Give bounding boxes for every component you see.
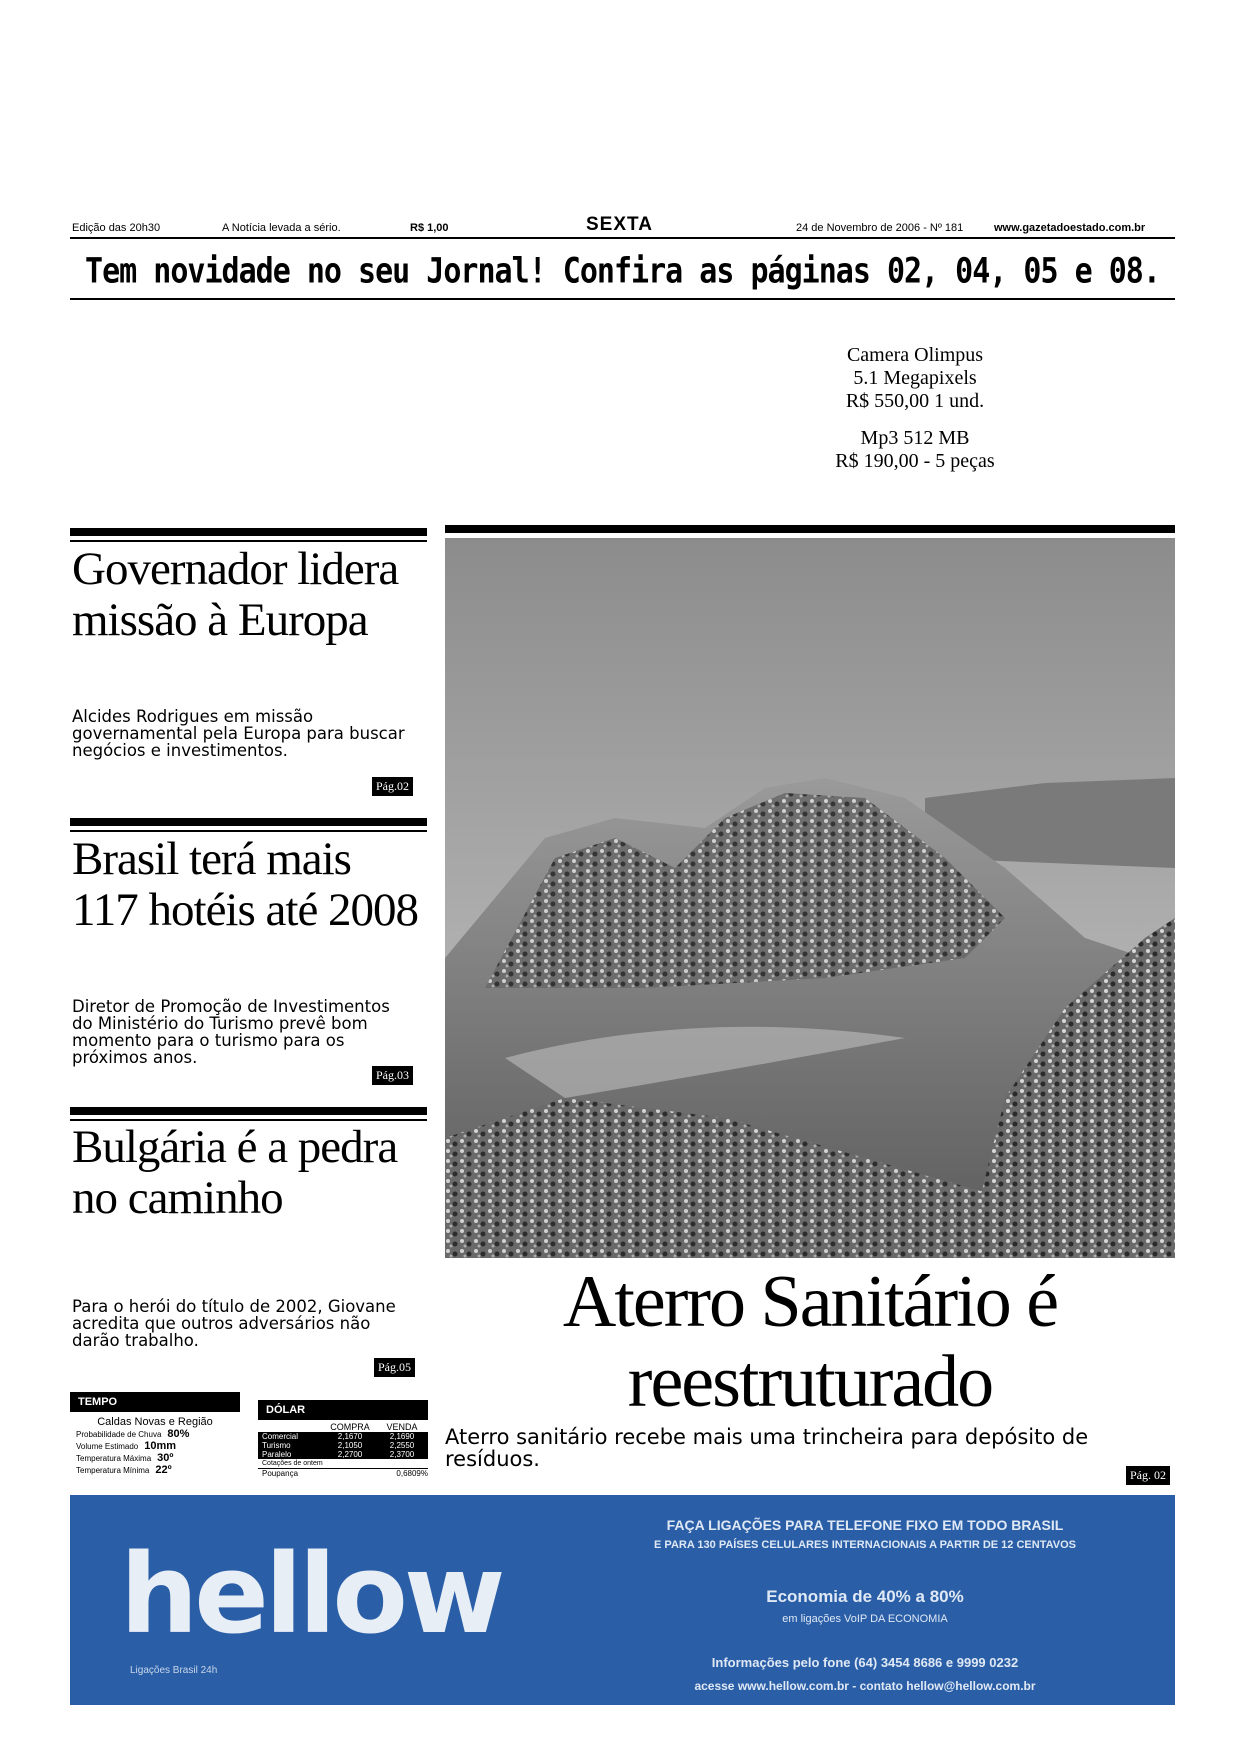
dollar-sell: 2,3700: [389, 1450, 415, 1459]
landfill-photo[interactable]: [445, 538, 1175, 1258]
dollar-row: [258, 1432, 428, 1441]
dollar-sell: 2,2550: [389, 1441, 415, 1450]
story-summary: Para o herói do título de 2002, Giovane acredita que outros adversários não darão trabalho.: [72, 1297, 396, 1350]
announcement-banner: Tem novidade no seu Jornal! Confira as páginas 02, 04, 05 e 08.: [85, 251, 1160, 292]
dollar-label: Paralelo: [262, 1450, 292, 1459]
weather-heading: TEMPO: [70, 1392, 240, 1412]
page-reference[interactable]: Pág.03: [372, 1066, 413, 1085]
dollar-row: [258, 1450, 428, 1459]
dollar-columns: [258, 1422, 428, 1432]
dollar-buy: 2,2700: [337, 1450, 363, 1459]
story-rule: [70, 528, 427, 536]
ad-line: Economia de 40% a 80%: [766, 1587, 964, 1606]
classified-line: R$ 190,00 - 5 peças: [835, 450, 995, 472]
main-headline-line: Aterro Sanitário é: [562, 1261, 1058, 1343]
dollar-sell: 2,1690: [389, 1432, 415, 1441]
edition-label: Edição das 20h30: [72, 222, 161, 234]
dollar-heading: DÓLAR: [258, 1400, 428, 1420]
page-reference[interactable]: Pág.02: [372, 777, 413, 796]
ad-line: E PARA 130 PAÍSES CELULARES INTERNACIONAIS A PARTIR DE 12 CENTAVOS: [654, 1539, 1076, 1551]
story-rule: [70, 1107, 427, 1115]
dollar-col-sell: VENDA: [386, 1422, 418, 1432]
savings-row: [258, 1468, 428, 1478]
story-summary: Diretor de Promoção de Investimentos do Ministério do Turismo prevê bom momento para o turismo para os próximos anos.: [72, 997, 390, 1067]
dollar-rows: [258, 1432, 428, 1459]
story-headline[interactable]: Bulgária é a pedra no caminho: [72, 1121, 398, 1224]
weather-region: Caldas Novas e Região: [97, 1416, 213, 1428]
classified-line: R$ 550,00 1 und.: [845, 390, 985, 412]
savings-label: Poupança: [262, 1469, 299, 1478]
landfill-photo-illustration: [445, 538, 1175, 1258]
weather-row: [76, 1440, 226, 1452]
ad-contact-link[interactable]: acesse www.hellow.com.br - contato hellow@hellow.com.br: [694, 1679, 1036, 1693]
main-summary: Aterro sanitário recebe mais uma trincheira para depósito de resíduos.: [445, 1425, 1089, 1471]
story-rule: [70, 540, 427, 542]
main-headline-line: reestruturado: [627, 1341, 993, 1423]
hellow-logo: hellow: [120, 1530, 502, 1658]
classified-line: Mp3 512 MB: [860, 427, 970, 449]
dollar-row: [258, 1441, 428, 1450]
ad-line: em ligações VoIP DA ECONOMIA: [782, 1613, 948, 1625]
date-and-number: 24 de Novembro de 2006 - Nº 181: [796, 222, 964, 234]
classified-ad: [790, 344, 1040, 473]
weather-label: Probabilidade de Chuva: [76, 1430, 162, 1439]
story-summary: Alcides Rodrigues em missão governamental pela Europa para buscar negócios e investimentos.: [72, 707, 405, 760]
slogan: A Notícia levada a sério.: [222, 222, 341, 234]
header-rule: [70, 237, 1175, 239]
website-link[interactable]: www.gazetadoestado.com.br: [994, 222, 1146, 234]
weekday: SEXTA: [586, 214, 653, 235]
weather-row: [76, 1464, 226, 1476]
ad-line: Informações pelo fone (64) 3454 8686 e 9999 0232: [711, 1655, 1019, 1670]
ad-line: FAÇA LIGAÇÕES PARA TELEFONE FIXO EM TODO BRASIL: [666, 1517, 1064, 1533]
weather-label: Temperatura Máxima: [76, 1454, 152, 1463]
dollar-box: [258, 1400, 428, 1478]
dollar-note: Cotações de ontem: [262, 1460, 323, 1467]
weather-box: [70, 1392, 240, 1476]
story-headline[interactable]: Brasil terá mais 117 hotéis até 2008: [72, 833, 419, 936]
weather-row: [76, 1428, 226, 1440]
story-headline[interactable]: Governador lidera missão à Europa: [72, 543, 399, 646]
ad-tagline: Ligações Brasil 24h: [130, 1665, 218, 1676]
weather-value: 80%: [167, 1428, 190, 1440]
weather-label: Volume Estimado: [76, 1442, 139, 1451]
dollar-buy: 2,1670: [337, 1432, 363, 1441]
weather-row: [76, 1452, 226, 1464]
weather-value: 30º: [157, 1452, 174, 1464]
weather-label: Temperatura Mínima: [76, 1466, 150, 1475]
story-rule: [70, 830, 427, 832]
dollar-buy: 2,1050: [337, 1441, 363, 1450]
weather-value: 22º: [155, 1464, 172, 1476]
banner-rule: [70, 298, 1175, 300]
page-reference[interactable]: Pág.05: [374, 1358, 415, 1377]
price: R$ 1,00: [410, 222, 449, 234]
weather-value: 10mm: [144, 1440, 177, 1452]
story-rule: [70, 818, 427, 826]
classified-line: Camera Olimpus: [846, 344, 984, 366]
main-headline[interactable]: [445, 1262, 1175, 1422]
dollar-label: Turismo: [262, 1441, 291, 1450]
main-page-reference[interactable]: Pág. 02: [1126, 1466, 1170, 1485]
advertisement-banner[interactable]: [70, 1495, 1175, 1705]
main-story-rule: [445, 525, 1175, 533]
dollar-label: Comercial: [262, 1432, 299, 1441]
classified-line: 5.1 Megapixels: [853, 367, 977, 389]
savings-value: 0,6809%: [396, 1469, 428, 1478]
dollar-col-buy: COMPRA: [330, 1422, 370, 1432]
